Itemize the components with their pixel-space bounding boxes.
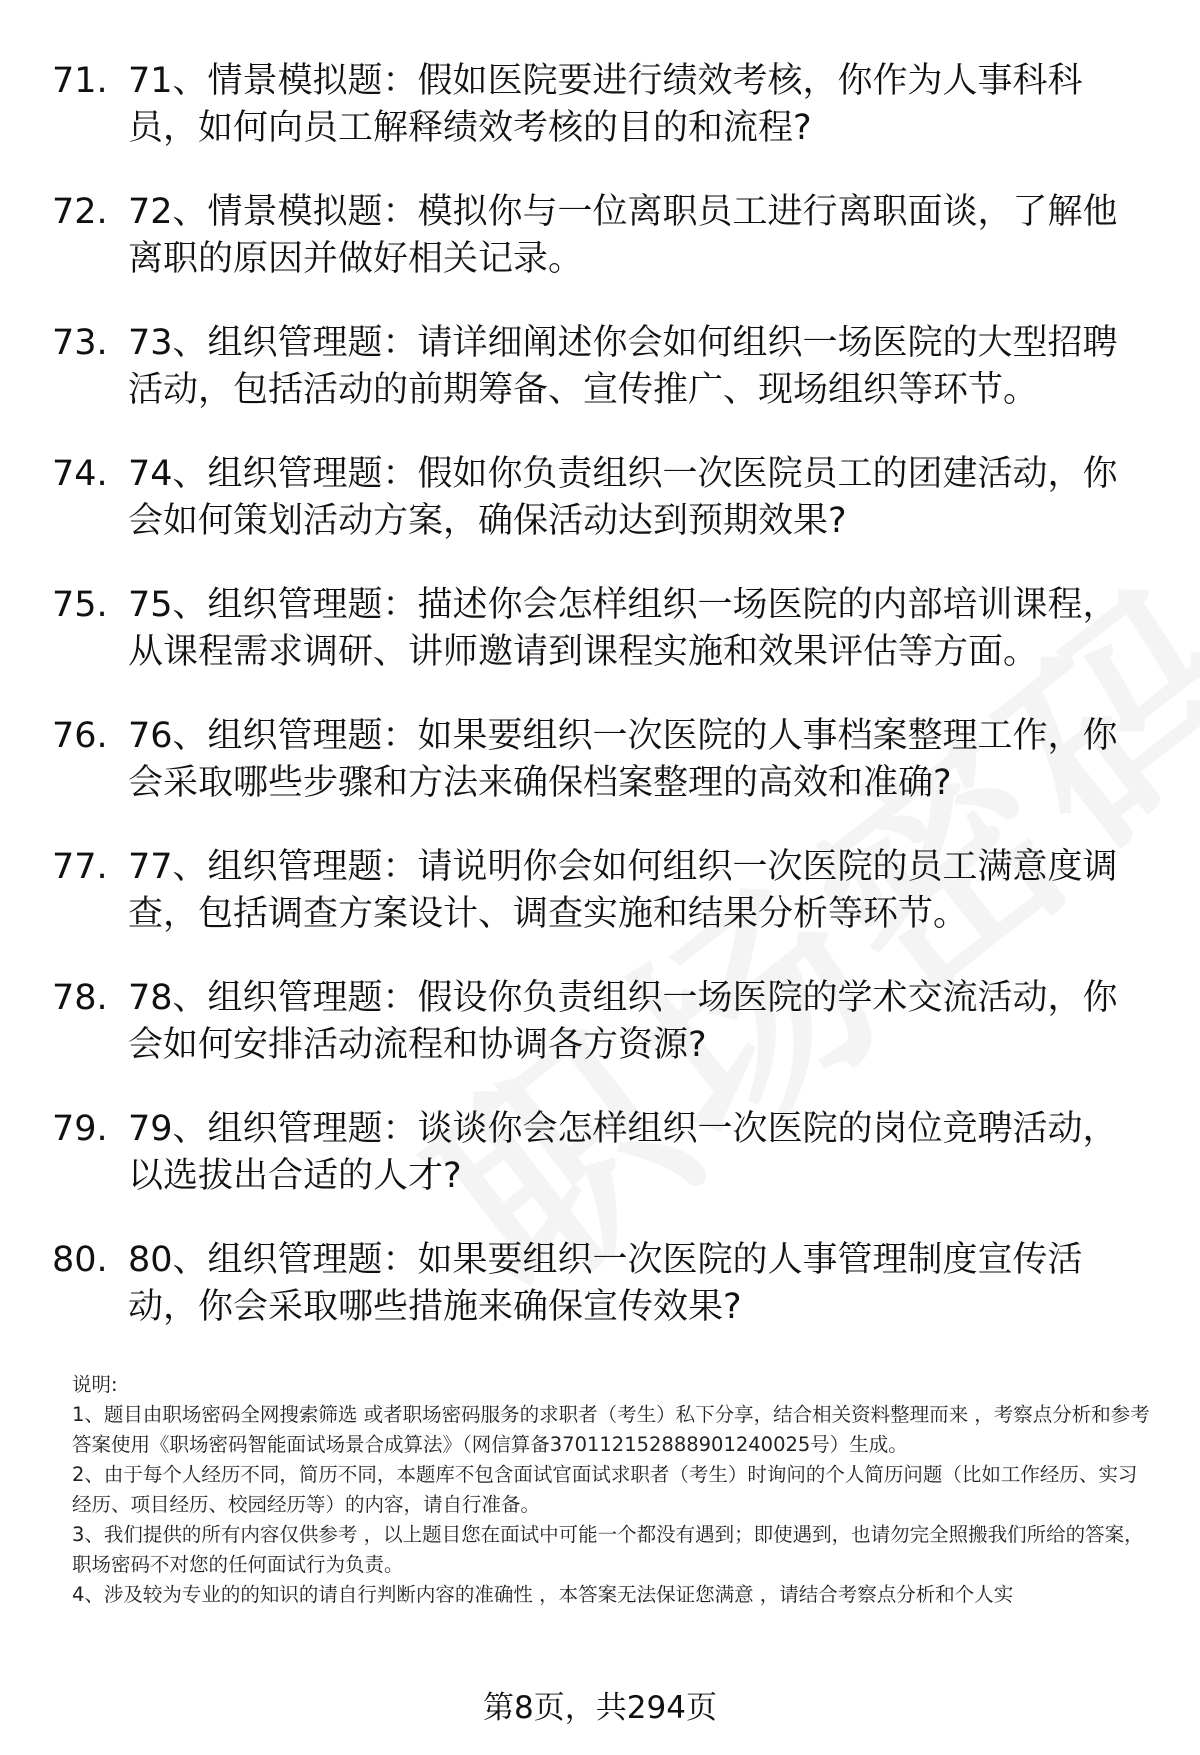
question-item bbox=[52, 189, 1152, 283]
question-number: 76. bbox=[52, 716, 108, 756]
question-item bbox=[52, 320, 1152, 414]
question-text: 73、组织管理题：请详细阐述你会如何组织一场医院的大型招聘活动，包括活动的前期筹备、宣传推广、现场组织等环节。 bbox=[128, 323, 1118, 410]
note-item: 1、题目由职场密码全网搜索筛选 或者职场密码服务的求职者（考生）私下分享，结合相关资料整理而来 ，考察点分析和参考答案使用《职场密码智能面试场景合成算法》（网信算备370112152888901240025号）生成。 bbox=[72, 1403, 1150, 1456]
question-number: 72. bbox=[52, 192, 108, 232]
question-text: 72、情景模拟题：模拟你与一位离职员工进行离职面谈，了解他离职的原因并做好相关记录。 bbox=[128, 192, 1118, 279]
note-item: 4、涉及较为专业的的知识的请自行判断内容的准确性 ，本答案无法保证您满意 ，请结合考察点分析和个人实 bbox=[72, 1583, 1014, 1606]
note-item: 3、我们提供的所有内容仅供参考 ，以上题目您在面试中可能一个都没有遇到；即使遇到，也请勿完全照搬我们所给的答案，职场密码不对您的任何面试行为负责。 bbox=[72, 1523, 1144, 1576]
question-list bbox=[52, 58, 1152, 1368]
question-item bbox=[52, 713, 1152, 807]
question-item bbox=[52, 1106, 1152, 1200]
notes-heading: 说明: bbox=[72, 1373, 118, 1396]
question-item bbox=[52, 844, 1152, 938]
question-number: 77. bbox=[52, 847, 108, 887]
question-text: 71、情景模拟题：假如医院要进行绩效考核，你作为人事科科员，如何向员工解释绩效考核的目的和流程? bbox=[128, 61, 1083, 148]
question-item bbox=[52, 1237, 1152, 1331]
question-text: 76、组织管理题：如果要组织一次医院的人事档案整理工作，你会采取哪些步骤和方法来确保档案整理的高效和准确? bbox=[128, 716, 1118, 803]
question-number: 71. bbox=[52, 61, 108, 101]
question-item bbox=[52, 451, 1152, 545]
question-number: 80. bbox=[52, 1240, 108, 1280]
question-text: 79、组织管理题：谈谈你会怎样组织一次医院的岗位竞聘活动，以选拔出合适的人才? bbox=[128, 1109, 1118, 1196]
question-number: 79. bbox=[52, 1109, 108, 1149]
question-text: 80、组织管理题：如果要组织一次医院的人事管理制度宣传活动，你会采取哪些措施来确保宣传效果? bbox=[128, 1240, 1083, 1327]
question-item bbox=[52, 975, 1152, 1069]
question-text: 75、组织管理题：描述你会怎样组织一场医院的内部培训课程，从课程需求调研、讲师邀请到课程实施和效果评估等方面。 bbox=[128, 585, 1118, 672]
question-item bbox=[52, 582, 1152, 676]
question-item bbox=[52, 58, 1152, 152]
question-text: 78、组织管理题：假设你负责组织一场医院的学术交流活动，你会如何安排活动流程和协调各方资源? bbox=[128, 978, 1118, 1065]
question-number: 74. bbox=[52, 454, 108, 494]
question-text: 74、组织管理题：假如你负责组织一次医院员工的团建活动，你会如何策划活动方案，确保活动达到预期效果? bbox=[128, 454, 1118, 541]
question-number: 78. bbox=[52, 978, 108, 1018]
page-number: 第8页，共294页 bbox=[483, 1690, 717, 1726]
note-item: 2、由于每个人经历不同，简历不同，本题库不包含面试官面试求职者（考生）时询问的个人简历问题（比如工作经历、实习经历、项目经历、校园经历等）的内容，请自行准备。 bbox=[72, 1463, 1138, 1516]
question-text: 77、组织管理题：请说明你会如何组织一次医院的员工满意度调查，包括调查方案设计、调查实施和结果分析等环节。 bbox=[128, 847, 1118, 934]
question-number: 73. bbox=[52, 323, 108, 363]
notes-section bbox=[72, 1370, 1152, 1610]
question-number: 75. bbox=[52, 585, 108, 625]
